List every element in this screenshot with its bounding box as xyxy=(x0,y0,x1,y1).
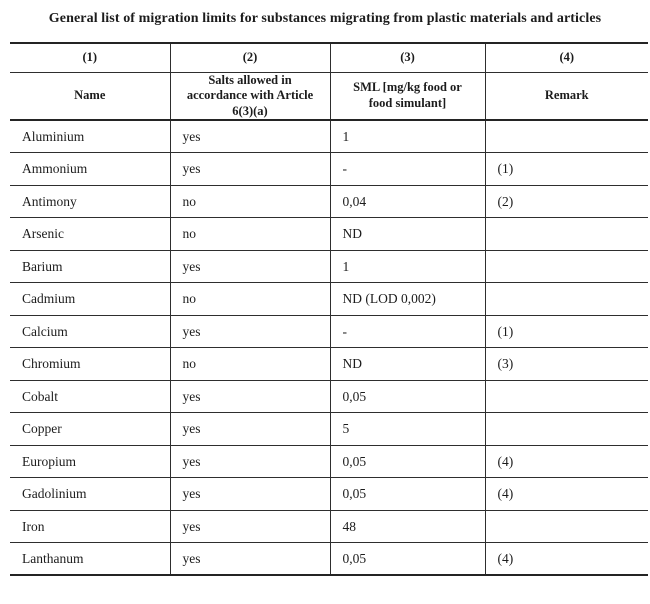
column-number-row xyxy=(10,43,648,72)
salts-allowed-cell: yes xyxy=(170,315,330,348)
substance-name-cell: Barium xyxy=(10,250,170,283)
table-row xyxy=(10,185,648,218)
remark-cell xyxy=(485,380,648,413)
table-row xyxy=(10,510,648,543)
substance-name-cell: Gadolinium xyxy=(10,478,170,511)
table-body xyxy=(10,120,648,575)
remark-cell: (4) xyxy=(485,478,648,511)
substance-name-cell: Copper xyxy=(10,413,170,446)
remark-cell xyxy=(485,218,648,251)
salts-allowed-cell: yes xyxy=(170,413,330,446)
sml-cell: 0,05 xyxy=(330,380,485,413)
remark-cell xyxy=(485,120,648,153)
table-row xyxy=(10,283,648,316)
salts-allowed-cell: no xyxy=(170,348,330,381)
sml-cell: 0,05 xyxy=(330,478,485,511)
salts-allowed-cell: yes xyxy=(170,543,330,576)
sml-cell: 5 xyxy=(330,413,485,446)
table-row xyxy=(10,315,648,348)
substance-name-cell: Lanthanum xyxy=(10,543,170,576)
table-row xyxy=(10,445,648,478)
table-row xyxy=(10,348,648,381)
sml-cell: 0,05 xyxy=(330,445,485,478)
remark-cell: (4) xyxy=(485,543,648,576)
sml-cell: 0,05 xyxy=(330,543,485,576)
column-header-remark: Remark xyxy=(485,72,648,120)
remark-cell: (4) xyxy=(485,445,648,478)
remark-cell xyxy=(485,250,648,283)
substance-name-cell: Arsenic xyxy=(10,218,170,251)
substance-name-cell: Calcium xyxy=(10,315,170,348)
column-number-cell: (4) xyxy=(485,43,648,72)
table-row xyxy=(10,153,648,186)
salts-allowed-cell: no xyxy=(170,283,330,316)
substance-name-cell: Aluminium xyxy=(10,120,170,153)
migration-limits-table xyxy=(10,42,648,576)
column-header-sml: SML [mg/kg food or food simulant] xyxy=(330,72,485,120)
table-row xyxy=(10,478,648,511)
substance-name-cell: Cobalt xyxy=(10,380,170,413)
salts-allowed-cell: yes xyxy=(170,510,330,543)
column-header-name: Name xyxy=(10,72,170,120)
substance-name-cell: Chromium xyxy=(10,348,170,381)
sml-cell: - xyxy=(330,315,485,348)
sml-cell: 1 xyxy=(330,250,485,283)
salts-allowed-cell: yes xyxy=(170,250,330,283)
remark-cell: (1) xyxy=(485,315,648,348)
substance-name-cell: Antimony xyxy=(10,185,170,218)
table-row xyxy=(10,380,648,413)
remark-cell: (2) xyxy=(485,185,648,218)
salts-allowed-cell: no xyxy=(170,218,330,251)
remark-cell: (3) xyxy=(485,348,648,381)
remark-cell: (1) xyxy=(485,153,648,186)
substance-name-cell: Iron xyxy=(10,510,170,543)
sml-cell: ND (LOD 0,002) xyxy=(330,283,485,316)
page-title: General list of migration limits for substances migrating from plastic materials and articles xyxy=(48,11,602,26)
salts-allowed-cell: yes xyxy=(170,120,330,153)
substance-name-cell: Europium xyxy=(10,445,170,478)
substance-name-cell: Ammonium xyxy=(10,153,170,186)
sml-cell: 0,04 xyxy=(330,185,485,218)
remark-cell xyxy=(485,283,648,316)
column-header-row xyxy=(10,72,648,120)
sml-cell: - xyxy=(330,153,485,186)
salts-allowed-cell: yes xyxy=(170,478,330,511)
table-head xyxy=(10,43,648,120)
remark-cell xyxy=(485,510,648,543)
remark-cell xyxy=(485,413,648,446)
sml-cell: ND xyxy=(330,348,485,381)
column-number-cell: (3) xyxy=(330,43,485,72)
sml-cell: ND xyxy=(330,218,485,251)
salts-allowed-cell: yes xyxy=(170,380,330,413)
table-row xyxy=(10,543,648,576)
table-row xyxy=(10,120,648,153)
salts-allowed-cell: yes xyxy=(170,445,330,478)
column-number-cell: (1) xyxy=(10,43,170,72)
sml-cell: 1 xyxy=(330,120,485,153)
column-number-cell: (2) xyxy=(170,43,330,72)
table-row xyxy=(10,218,648,251)
column-header-salts-allowed: Salts allowed in accordance with Article 6(3)(a) xyxy=(170,72,330,120)
substance-name-cell: Cadmium xyxy=(10,283,170,316)
table-row xyxy=(10,250,648,283)
salts-allowed-cell: yes xyxy=(170,153,330,186)
sml-cell: 48 xyxy=(330,510,485,543)
table-row xyxy=(10,413,648,446)
salts-allowed-cell: no xyxy=(170,185,330,218)
